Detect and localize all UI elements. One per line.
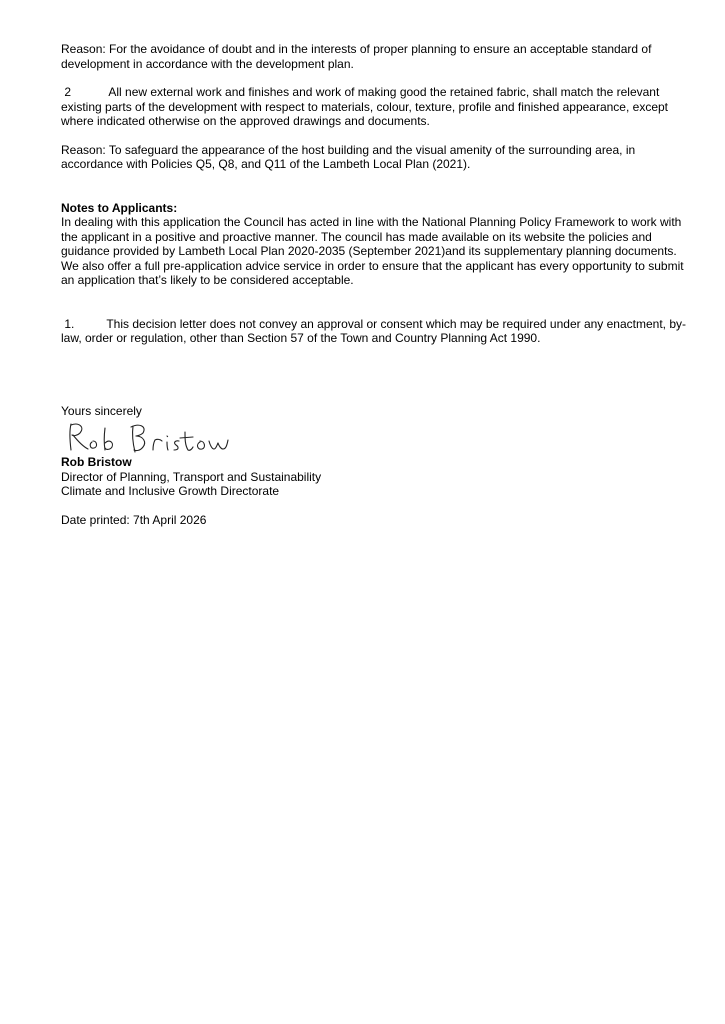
reason-2: Reason: To safeguard the appearance of the host building and the visual amenity of the surrounding area, in accordance with Policies Q5, Q8, and Q11 of the Lambeth Local Plan (2021). [61,142,636,171]
reason-1: Reason: For the avoidance of doubt and in the interests of proper planning to ensure an acceptable standard of development in accordance with the development plan. [61,42,652,71]
signatory-title: Director of Planning, Transport and Sustainability [61,469,322,484]
closing: Yours sincerely [61,403,142,418]
condition-2-number: 2 [64,85,72,99]
date-printed: Date printed: 7th April 2026 [61,512,207,527]
signatory-name: Rob Bristow [61,455,132,469]
note-1-text: This decision letter does not convey an approval or consent which may be required under any enactment, by-law, order or regulation, other than Section 57 of the Town and Country Planning Act 1990. [61,316,686,345]
signatory-directorate: Climate and Inclusive Growth Directorate [61,484,280,498]
notes-text: In dealing with this application the Council has acted in line with the National Planning Policy Framework to work with the applicant in a positive and proactive manner. The council has made available on its website the policies and guidance provided by Lambeth Local Plan 2020-2035 (September 2021)and its supplementary planning documents. We also offer a full pre-application advice service in order to ensure that the applicant has every opportunity to submit an application that’s likely to be considered acceptable. [61,215,684,287]
note-1 [61,317,686,346]
condition-2 [61,85,686,129]
handwritten-signature [61,420,261,454]
note-1-number: 1. [64,316,75,331]
notes-heading: Notes to Applicants: [61,200,178,215]
letter-page [61,42,686,527]
condition-2-text: All new external work and finishes and work of making good the retained fabric, shall match the relevant existing parts of the development with respect to materials, colour, texture, profile and finished appearance, except where indicated otherwise on the approved drawings and documents. [61,85,669,128]
